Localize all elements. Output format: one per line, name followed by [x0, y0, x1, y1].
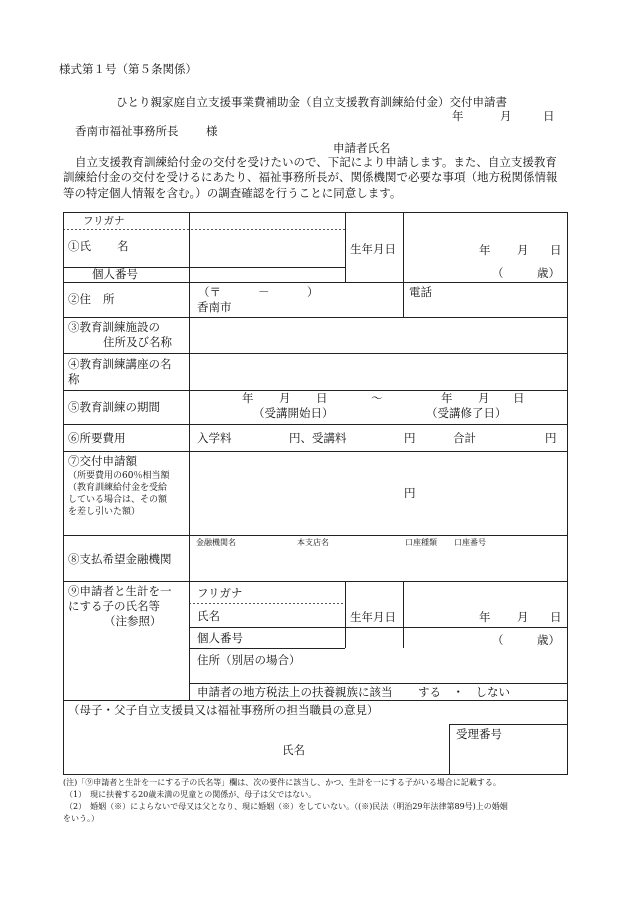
applicant-name-label: 申請者氏名 — [333, 141, 391, 155]
period-tilde: ～ — [371, 391, 383, 405]
course-label-line2: 称 — [68, 372, 80, 386]
name-label-part2: 名 — [117, 239, 129, 253]
addressee-honorific: 様 — [206, 124, 218, 138]
requested-note-2: （教育訓練給付金を受給 — [68, 483, 168, 493]
requested-note-3: している場合は、その額 — [68, 495, 168, 505]
child-birth-day: 日 — [550, 610, 562, 624]
child-address-label: 住所（別居の場合） — [197, 653, 301, 667]
account-type-label: 口座種類 — [405, 538, 437, 547]
opinion-label: （母子・父子自立支援員又は福祉事務所の担当職員の意見） — [68, 703, 379, 717]
requested-yen: 円 — [404, 486, 416, 500]
child-birth-month: 月 — [517, 610, 529, 624]
facility-label-line2: 住所及び名称 — [103, 335, 172, 349]
form-number: 様式第１号（第５条関係） — [59, 62, 197, 76]
requested-note-4: を差し引いた額） — [68, 507, 141, 517]
birth-day-label: 日 — [550, 243, 562, 257]
furigana-label: フリガナ — [83, 215, 125, 227]
date-day-label: 日 — [543, 109, 555, 123]
tuition-label: 円、受講料 — [289, 431, 347, 445]
start-month-label: 月 — [279, 391, 291, 405]
child-label-line1: ⑨申請者と生計を一 — [68, 584, 172, 598]
start-year-label: 年 — [242, 391, 254, 405]
requested-amount-label: ⑦交付申請額 — [68, 454, 137, 468]
child-furigana-label: フリガナ — [197, 586, 243, 600]
personal-number-label: 個人番号 — [92, 267, 138, 281]
end-month-label: 月 — [478, 391, 490, 405]
bank-label: ⑧支払希望金融機関 — [68, 552, 172, 566]
note-line-4: をいう。） — [63, 814, 99, 823]
total-yen: 円 — [545, 431, 557, 445]
facility-label-line1: ③教育訓練施設の — [68, 320, 160, 334]
end-day-label: 日 — [513, 391, 525, 405]
cost-label: ⑥所要費用 — [68, 431, 126, 445]
note-line-2: （1） 現に扶養する20歳未満の児童との関係が、母子は父ではない。 — [65, 790, 317, 799]
date-year-label: 年 — [452, 109, 464, 123]
date-month-label: 月 — [500, 109, 512, 123]
name-label-part1: ①氏 — [68, 239, 91, 253]
age-close: 歳） — [537, 266, 560, 280]
child-age-close: 歳） — [537, 633, 560, 647]
bank-name-label: 金融機関名 — [196, 538, 236, 547]
address-label-part2: 所 — [103, 292, 115, 306]
age-open: （ — [492, 266, 504, 280]
intro-line-3: 等の特定個人情報を含む。）の調査確認を行うことに同意します。 — [63, 186, 402, 200]
requested-note-1: （所要費用の60％相当額 — [68, 471, 170, 481]
postal-dash: － — [258, 285, 270, 299]
birthdate-label: 生年月日 — [350, 242, 396, 256]
birth-year-label: 年 — [479, 243, 491, 257]
official-name-label: 氏名 — [282, 743, 305, 757]
start-day-label: 日 — [316, 391, 328, 405]
child-label-line2: にする子の氏名等 — [68, 599, 160, 613]
end-date-caption: （受講修了日） — [426, 406, 507, 420]
start-date-caption: （受講開始日） — [253, 406, 334, 420]
form-title: ひとり親家庭自立支援事業費補助金（自立支援教育訓練給付金）交付申請書 — [116, 95, 507, 109]
postal-open: （〒 — [198, 285, 221, 299]
child-birth-year: 年 — [479, 610, 491, 624]
addressee: 香南市福祉事務所長 — [75, 124, 179, 138]
postal-close: ） — [307, 285, 319, 299]
intro-line-2: 訓練給付金の交付を受けるにあたり、福祉事務所長が、関係機関で必要な事項（地方税関係情報 — [63, 170, 558, 184]
child-age-open: （ — [492, 633, 504, 647]
child-personal-number-label: 個人番号 — [197, 631, 243, 645]
city-name: 香南市 — [197, 300, 232, 314]
intro-line-1: 自立支援教育訓練給付金の交付を受けたいので、下記により申請します。また、自立支援教育 — [75, 155, 557, 169]
note-line-3: （2） 婚姻（※）によらないで母又は父となり、現に婚姻（※）をしていない。（(※)民法（明治29年法律第89号)上の婚姻 — [65, 802, 508, 811]
total-label: 合計 — [453, 431, 476, 445]
birth-month-label: 月 — [517, 243, 529, 257]
course-label-line1: ④教育訓練講座の名 — [68, 357, 172, 371]
account-number-label: 口座番号 — [454, 538, 486, 547]
admission-fee-label: 入学料 — [197, 431, 232, 445]
note-line-1: (注)「⑨申請者と生計を一にする子の氏名等」欄は、次の要件に該当し、かつ、生計を一にする子がいる場合に記載する。 — [63, 778, 501, 787]
branch-label: 本支店名 — [297, 538, 329, 547]
child-label-line3: （注参照） — [104, 614, 162, 628]
receipt-number-label: 受理番号 — [456, 727, 502, 741]
period-label: ⑤教育訓練の期間 — [68, 400, 160, 414]
address-label-part1: ②住 — [68, 292, 91, 306]
tuition-yen: 円 — [404, 431, 416, 445]
dependent-label: 申請者の地方税法上の扶養親族に該当 — [197, 685, 393, 699]
end-year-label: 年 — [441, 391, 453, 405]
child-birthdate-label: 生年月日 — [350, 610, 396, 624]
dependent-choice[interactable]: する ・ しない — [418, 685, 510, 699]
child-name-label: 氏名 — [197, 609, 220, 623]
phone-label: 電話 — [409, 285, 432, 299]
